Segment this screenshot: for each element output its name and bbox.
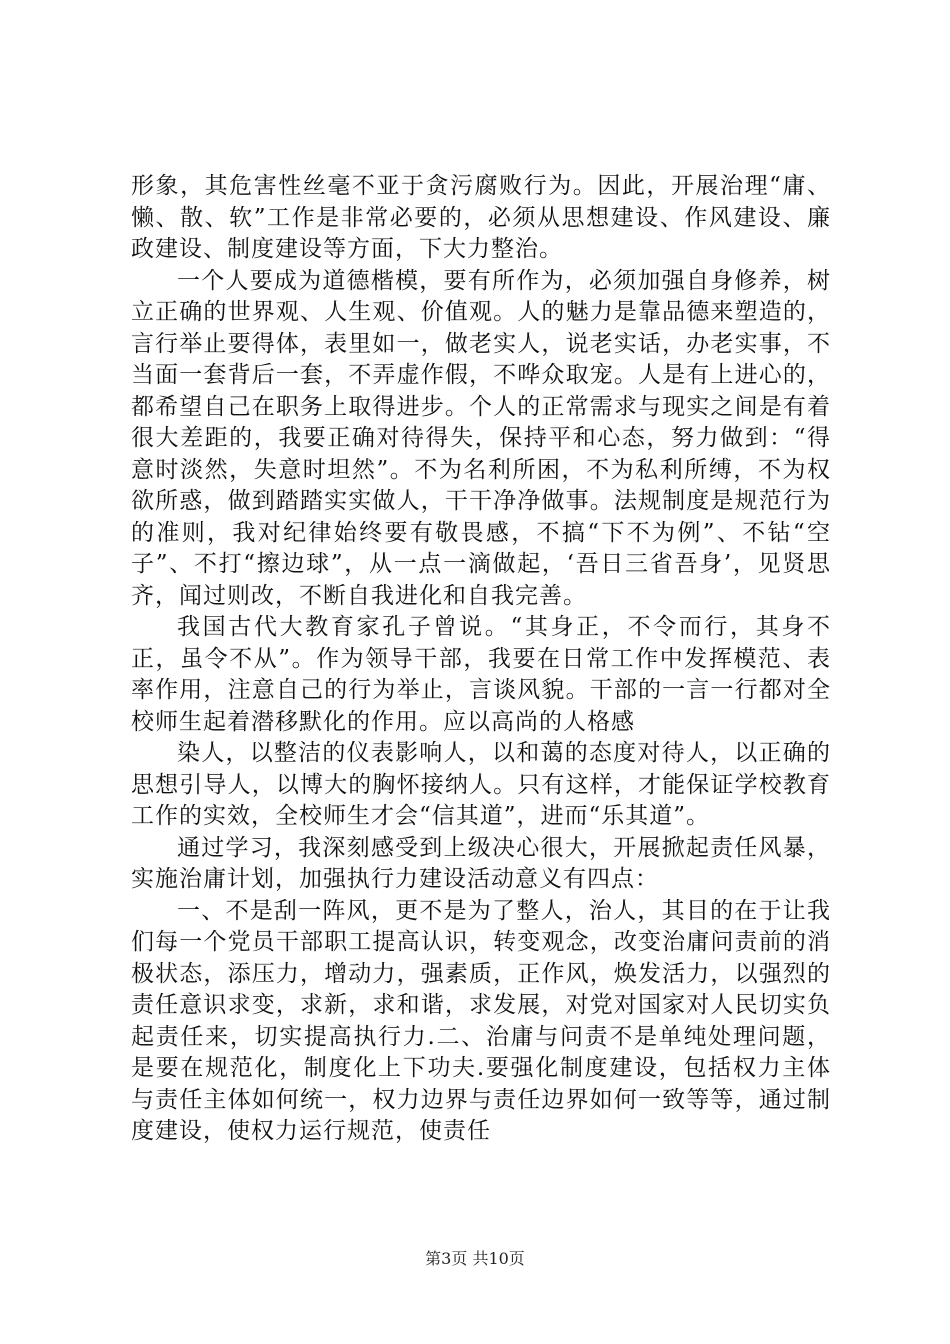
paragraph-6: 一、不是刮一阵风，更不是为了整人，治人，其目的在于让我们每一个党员干部职工提高认识，转变观念，改变治庸问责前的消极状态，添压力，增动力，强素质，正作风，焕发活力，以强烈的责任意识求变，求新，求和谐，求发展，对党对国家对人民切实负起责任来，切实提高执行力.二、治庸与问责不是单纯处理问题，是要在规范化，制度化上下功夫.要强化制度建设，包括权力主体与责任主体如何统一，权力边界与责任边界如何一致等等，通过制度建设，使权力运行规范，使责任 [131,897,831,1144]
paragraph-2: 一个人要成为道德楷模，要有所作为，必须加强自身修养，树立正确的世界观、人生观、价值观。人的魅力是靠品德来塑造的，言行举止要得体，表里如一，做老实人，说老实话，办老实事，不当面一套背后一套，不弄虚作假，不哗众取宠。人是有上进心的，都希望自己在职务上取得进步。个人的正常需求与现实之间是有着很大差距的，我要正确对待得失，保持平和心态，努力做到：“得意时淡然，失意时坦然”。不为名利所困，不为私利所缚，不为权欲所惑，做到踏踏实实做人，干干净净做事。法规制度是规范行为的准则，我对纪律始终要有敬畏感，不搞“下不为例”、不钻“空子”、不打“擦边球”，从一点一滴做起，‘吾日三省吾身’，见贤思齐，闻过则改，不断自我进化和自我完善。 [131,267,831,609]
page-number-footer: 第3页 共10页 [425,1249,525,1268]
paragraph-5: 通过学习，我深刻感受到上级决心很大，开展掀起责任风暴，实施治庸计划，加强执行力建设活动意义有四点： [131,834,831,892]
paragraph-4: 染人，以整洁的仪表影响人，以和蔼的态度对待人，以正确的思想引导人，以博大的胸怀接纳人。只有这样，才能保证学校教育工作的实效，全校师生才会“信其道”，进而“乐其道”。 [131,740,831,829]
paragraph-3: 我国古代大教育家孔子曾说。“其身正，不令而行，其身不正，虽令不从”。作为领导干部，我要在日常工作中发挥模范、表率作用，注意自己的行为举止，言谈风貌。干部的一言一行都对全校师生起着潜移默化的作用。应以高尚的人格感 [131,614,831,735]
document-body [131,171,831,1148]
paragraph-1: 形象，其危害性丝毫不亚于贪污腐败行为。因此，开展治理“庸、懒、散、软”工作是非常必要的，必须从思想建设、作风建设、廉政建设、制度建设等方面，下大力整治。 [131,173,831,262]
